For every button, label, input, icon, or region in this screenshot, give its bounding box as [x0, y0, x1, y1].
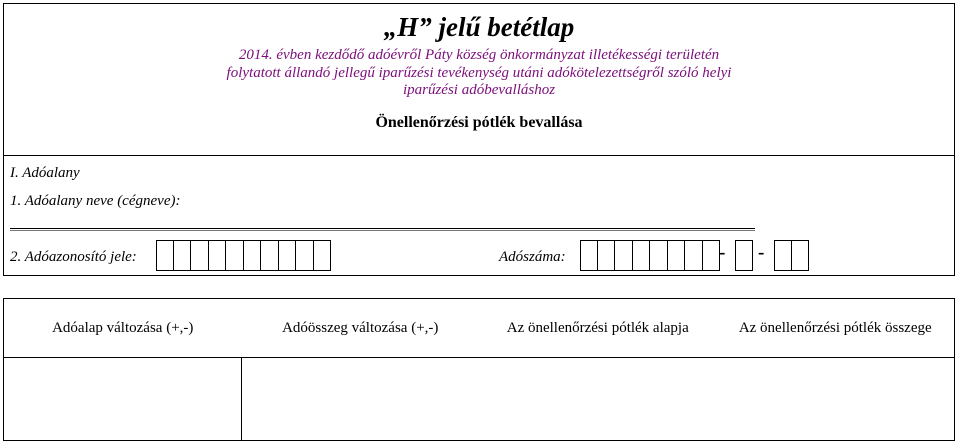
tax-id-box[interactable]	[296, 240, 314, 271]
tax-number-boxes-vat[interactable]	[735, 240, 753, 271]
subtitle-line-1: 2014. évben kezdődő adóévről Páty község önkormányzat illetékességi területén	[238, 47, 720, 63]
tax-number-box[interactable]	[735, 240, 753, 271]
taxpayer-name-field[interactable]	[10, 228, 755, 229]
header-tax-amount-change: Adóösszeg változása (+,-)	[282, 319, 439, 336]
section-title: I. Adóalany	[10, 165, 80, 181]
table-header-row	[4, 299, 954, 358]
tax-number-label: Adószáma:	[499, 249, 566, 265]
cell-surcharge-amount[interactable]	[717, 358, 954, 440]
form-title: „H” jelű betétlap	[383, 12, 575, 42]
tax-id-box[interactable]	[156, 240, 174, 271]
taxpayer-name-underline	[10, 230, 755, 231]
tax-id-box[interactable]	[279, 240, 297, 271]
cell-surcharge-base[interactable]	[480, 358, 717, 440]
tax-number-dash-2: -	[758, 242, 765, 263]
tax-id-box[interactable]	[191, 240, 209, 271]
tax-number-dash-1: -	[719, 242, 726, 263]
tax-number-box[interactable]	[650, 240, 668, 271]
tax-id-box[interactable]	[226, 240, 244, 271]
tax-number-box[interactable]	[685, 240, 703, 271]
cell-tax-amount-change[interactable]	[242, 358, 479, 440]
tax-number-box[interactable]	[668, 240, 686, 271]
header-surcharge-base: Az önellenőrzési pótlék alapja	[506, 319, 689, 336]
subtitle-line-3: iparűzési adóbevalláshoz	[402, 82, 556, 98]
surcharge-table	[3, 298, 955, 441]
tax-number-box[interactable]	[580, 240, 598, 271]
header-surcharge-amount: Az önellenőrzési pótlék összege	[738, 319, 932, 336]
tax-id-box[interactable]	[174, 240, 192, 271]
form-heading: Önellenőrzési pótlék bevallása	[375, 114, 583, 131]
tax-number-box[interactable]	[615, 240, 633, 271]
tax-number-box[interactable]	[598, 240, 616, 271]
form-header	[3, 3, 955, 156]
tax-number-box[interactable]	[792, 240, 810, 271]
tax-number-boxes-main[interactable]	[580, 240, 720, 271]
tax-id-box[interactable]	[209, 240, 227, 271]
cell-tax-base-change[interactable]	[4, 358, 242, 440]
tax-id-box[interactable]	[314, 240, 332, 271]
form-subtitle	[4, 47, 954, 100]
tax-number-box[interactable]	[703, 240, 721, 271]
tax-id-box[interactable]	[261, 240, 279, 271]
taxpayer-name-label: 1. Adóalany neve (cégneve):	[10, 193, 181, 209]
tax-id-box[interactable]	[244, 240, 262, 271]
taxpayer-section	[3, 156, 955, 276]
tax-number-box[interactable]	[633, 240, 651, 271]
header-tax-base-change: Adóalap változása (+,-)	[52, 319, 194, 336]
tax-number-box[interactable]	[774, 240, 792, 271]
tax-id-boxes[interactable]	[156, 240, 331, 271]
tax-id-label: 2. Adóazonosító jele:	[10, 249, 137, 265]
subtitle-line-2: folytatott állandó jellegű iparűzési tevékenység utáni adókötelezettségről szóló helyi	[226, 64, 732, 81]
table-body-row	[4, 358, 954, 440]
tax-number-boxes-county[interactable]	[774, 240, 809, 271]
